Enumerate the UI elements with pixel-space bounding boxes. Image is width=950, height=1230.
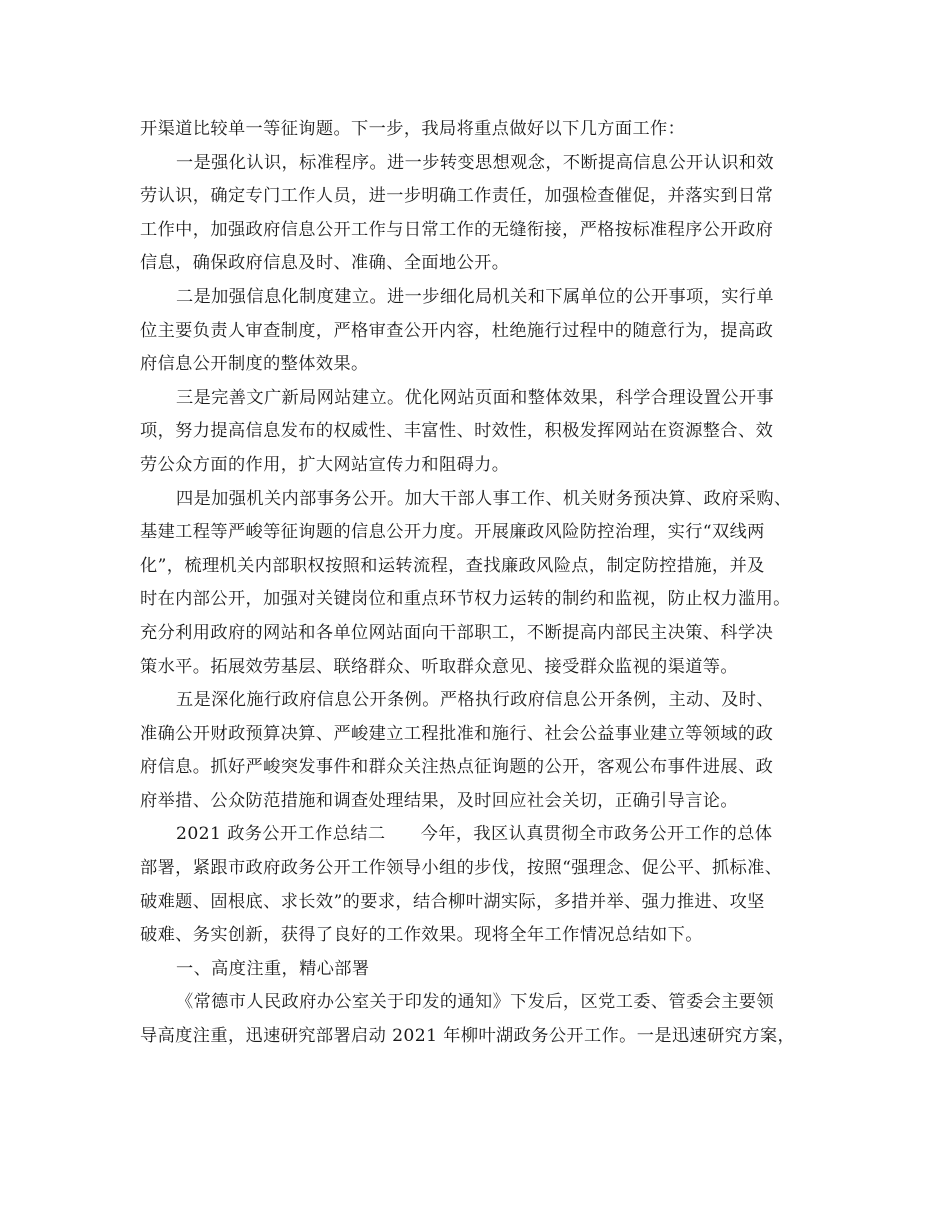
text-line: 项，努力提高信息发布的权威性、丰富性、时效性，积极发挥网站在资源整合、效 bbox=[140, 421, 774, 442]
text-line: 三是完善文广新局网站建立。优化网站页面和整体效果，科学合理设置公开事 bbox=[176, 387, 774, 408]
text-line: 府信息公开制度的整体效果。 bbox=[140, 354, 369, 375]
text-line: 府举措、公众防范措施和调查处理结果，及时回应社会关切，正确引导言论。 bbox=[140, 790, 738, 811]
text-line: 劳公众方面的作用，扩大网站宣传力和阻碍力。 bbox=[140, 454, 510, 475]
text-line: 四是加强机关内部事务公开。加大干部人事工作、机关财务预决算、政府采购、 bbox=[176, 488, 792, 509]
document-body bbox=[140, 113, 820, 1054]
text-line: 信息，确保政府信息及时、准确、全面地公开。 bbox=[140, 253, 510, 274]
text-line: 时在内部公开，加强对关键岗位和重点环节权力运转的制约和监视，防止权力滥用。 bbox=[140, 589, 791, 610]
text-line: 二是加强信息化制度建立。进一步细化局机关和下属单位的公开事项，实行单 bbox=[176, 286, 774, 307]
text-line: 《常德市人民政府办公室关于印发的通知》下发后，区党工委、管委会主要领 bbox=[176, 992, 774, 1013]
text-line: 工作中，加强政府信息公开工作与日常工作的无缝衔接，严格按标准程序公开政府 bbox=[140, 219, 774, 240]
text-line: 府信息。抓好严峻突发事件和群众关注热点征询题的公开，客观公布事件进展、政 bbox=[140, 757, 774, 778]
text-line: 化”，梳理机关内部职权按照和运转流程，查找廉政风险点，制定防控措施，并及 bbox=[140, 555, 765, 576]
text-line: 一是强化认识，标准程序。进一步转变思想观念，不断提高信息公开认识和效 bbox=[176, 152, 774, 173]
text-line: 五是深化施行政府信息公开条例。严格执行政府信息公开条例，主动、及时、 bbox=[176, 690, 774, 711]
text-line: 破难题、固根底、求长效”的要求，结合柳叶湖实际，多措并举、强力推进、攻坚 bbox=[140, 891, 765, 912]
text-line: 部署，紧跟市政府政务公开工作领导小组的步伐，按照“强理念、促公平、抓标准、 bbox=[140, 858, 783, 879]
text-line: 劳认识，确定专门工作人员，进一步明确工作责任，加强检查催促，并落实到日常 bbox=[140, 186, 774, 207]
text-line: 开渠道比较单一等征询题。下一步，我局将重点做好以下几方面工作： bbox=[140, 119, 686, 139]
text-line: 一、高度注重，精心部署 bbox=[176, 958, 370, 979]
text-line: 导高度注重，迅速研究部署启动 2021 年柳叶湖政务公开工作。一是迅速研究方案， bbox=[140, 1026, 796, 1047]
text-line: 准确公开财政预算决算、严峻建立工程批准和施行、社会公益事业建立等领域的政 bbox=[140, 723, 774, 744]
text-line: 充分利用政府的网站和各单位网站面向干部职工，不断提高内部民主决策、科学决 bbox=[140, 622, 774, 643]
text-line: 位主要负责人审查制度，严格审查公开内容，杜绝施行过程中的随意行为，提高政 bbox=[140, 320, 774, 341]
text-line: 2021 政务公开工作总结二 今年，我区认真贯彻全市政务公开工作的总体 bbox=[176, 824, 773, 845]
text-line: 基建工程等严峻等征询题的信息公开力度。开展廉政风险防控治理，实行“双线两 bbox=[140, 522, 765, 543]
text-line: 破难、务实创新，获得了良好的工作效果。现将全年工作情况总结如下。 bbox=[140, 925, 703, 946]
text-line: 策水平。拓展效劳基层、联络群众、听取群众意见、接受群众监视的渠道等。 bbox=[140, 656, 738, 677]
